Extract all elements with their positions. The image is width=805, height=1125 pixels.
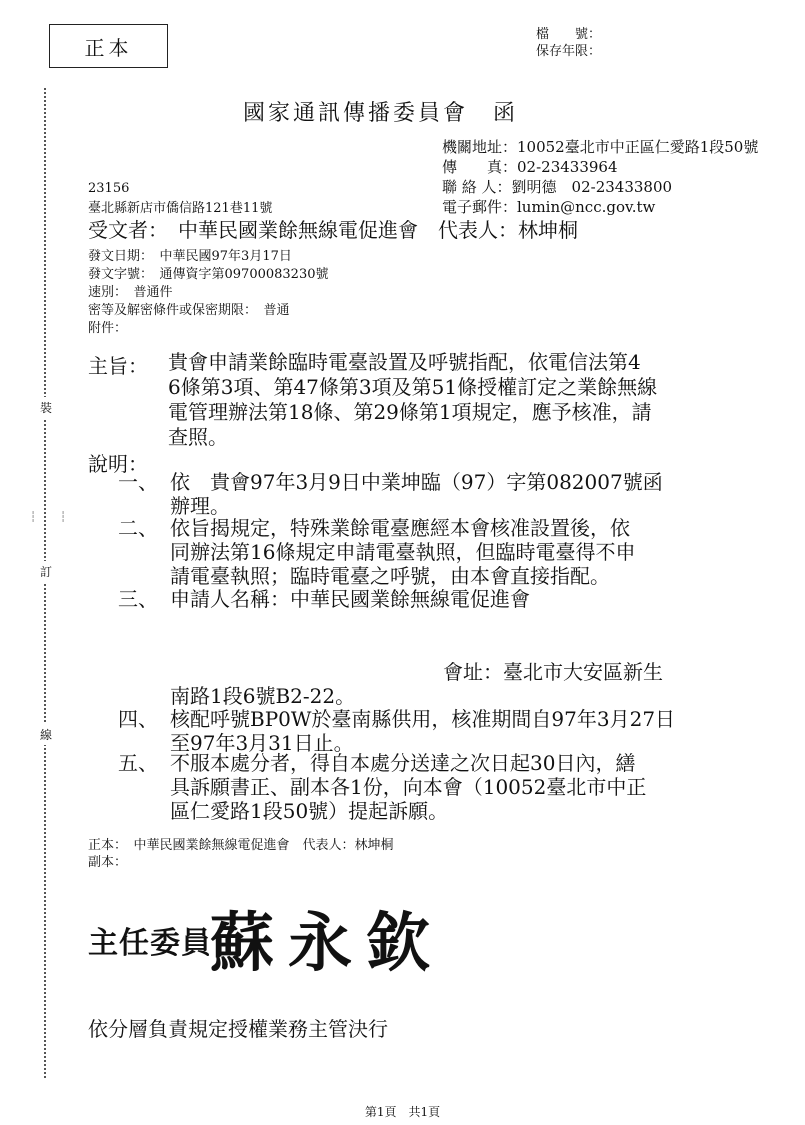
confidentiality: 密等及解密條件或保密期限： 普通 xyxy=(88,303,290,318)
item-number: 四、 xyxy=(118,707,158,731)
delegation-note: 依分層負責規定授權業務主管決行 xyxy=(88,1017,388,1041)
recipient: 受文者： 中華民國業餘無線電促進會 代表人：林坤桐 xyxy=(88,218,578,242)
retention-label: 保存年限： xyxy=(536,44,602,59)
scan-mark: ┆ xyxy=(60,512,67,523)
email: 電子郵件：lumin@ncc.gov.tw xyxy=(442,198,656,216)
item-3 xyxy=(118,587,530,611)
item-line: 申請人名稱：中華民國業餘無線電促進會 xyxy=(170,587,530,611)
item-line: 依旨揭規定，特殊業餘電臺應經本會核准設置後，依 xyxy=(170,516,630,540)
item-line: 具訴願書正、副本各1份，向本會（10052臺北市中正 xyxy=(170,775,647,799)
item-line: 區仁愛路1段50號）提起訴願。 xyxy=(170,799,449,823)
item-4 xyxy=(118,707,675,755)
margin-label-line: 線 xyxy=(40,724,52,745)
duplicate-copy-recipient: 副本： xyxy=(88,855,128,870)
agency-address: 機關地址：10052臺北市中正區仁愛路1段50號 xyxy=(442,138,759,156)
margin-label-staple: 訂 xyxy=(40,561,52,582)
association-address: 會址：臺北市大安區新生 xyxy=(443,660,663,684)
original-copy-recipient: 正本： 中華民國業餘無線電促進會 代表人：林坤桐 xyxy=(88,838,394,853)
original-copy-stamp: 正本 xyxy=(49,24,168,68)
recipient-address: 臺北縣新店市僑信路121巷11號 xyxy=(88,201,273,216)
meta-block xyxy=(88,248,328,338)
speed: 速別： 普通件 xyxy=(88,285,173,300)
contact-person: 聯 絡 人：劉明德 02-23433800 xyxy=(442,178,673,196)
document-title: 國家通訊傳播委員會 函 xyxy=(243,101,519,126)
signatory-title: 主任委員 xyxy=(88,926,212,961)
issue-date: 發文日期： 中華民國97年3月17日 xyxy=(88,249,292,264)
contact-block xyxy=(442,137,758,217)
item-line: 辦理。 xyxy=(170,494,230,518)
issue-number: 發文字號： 通傳資字第09700083230號 xyxy=(88,267,329,282)
subject-body xyxy=(168,350,657,450)
item-number: 二、 xyxy=(118,516,158,540)
subject-line: 6條第3項、第47條第3項及第51條授權訂定之業餘無線 xyxy=(168,375,658,399)
item-line: 至97年3月31日止。 xyxy=(170,731,354,755)
item-line: 同辦法第16條規定申請電臺執照，但臨時電臺得不申 xyxy=(170,540,636,564)
scan-mark: ┆ xyxy=(30,512,37,523)
item-line: 依 貴會97年3月9日中業坤臨（97）字第082007號函 xyxy=(170,470,663,494)
item-line: 請電臺執照；臨時電臺之呼號，由本會直接指配。 xyxy=(170,564,610,588)
fax: 傳 真：02-23433964 xyxy=(442,158,618,176)
item-2 xyxy=(118,516,635,588)
recipient-zip: 23156 xyxy=(88,181,130,196)
item-number: 一、 xyxy=(118,470,158,494)
margin-label-bind: 裝 xyxy=(40,397,52,418)
subject-line: 電管理辦法第18條、第29條第1項規定，應予核准，請 xyxy=(168,400,652,424)
item-line: 不服本處分者，得自本處分送達之次日起30日內，繕 xyxy=(170,751,636,775)
association-address-cont: 南路1段6號B2-22。 xyxy=(170,684,356,708)
item-1 xyxy=(118,470,663,518)
subject-label: 主旨： xyxy=(88,354,148,378)
subject-line: 貴會申請業餘臨時電臺設置及呼號指配，依電信法第4 xyxy=(168,350,641,374)
explanation-label: 說明： xyxy=(88,452,148,476)
attachment: 附件： xyxy=(88,321,128,336)
binding-line xyxy=(44,88,46,1078)
item-number: 五、 xyxy=(118,751,158,775)
signatory-signature: 蘇永欽 xyxy=(210,906,444,981)
subject-line: 查照。 xyxy=(168,425,228,449)
item-number: 三、 xyxy=(118,587,158,611)
page-number: 第1頁 共1頁 xyxy=(364,1105,441,1119)
item-line: 核配呼號BP0W於臺南縣供用，核准期間自97年3月27日 xyxy=(170,707,676,731)
item-5 xyxy=(118,751,646,823)
file-number-label: 檔 號： xyxy=(536,27,602,42)
